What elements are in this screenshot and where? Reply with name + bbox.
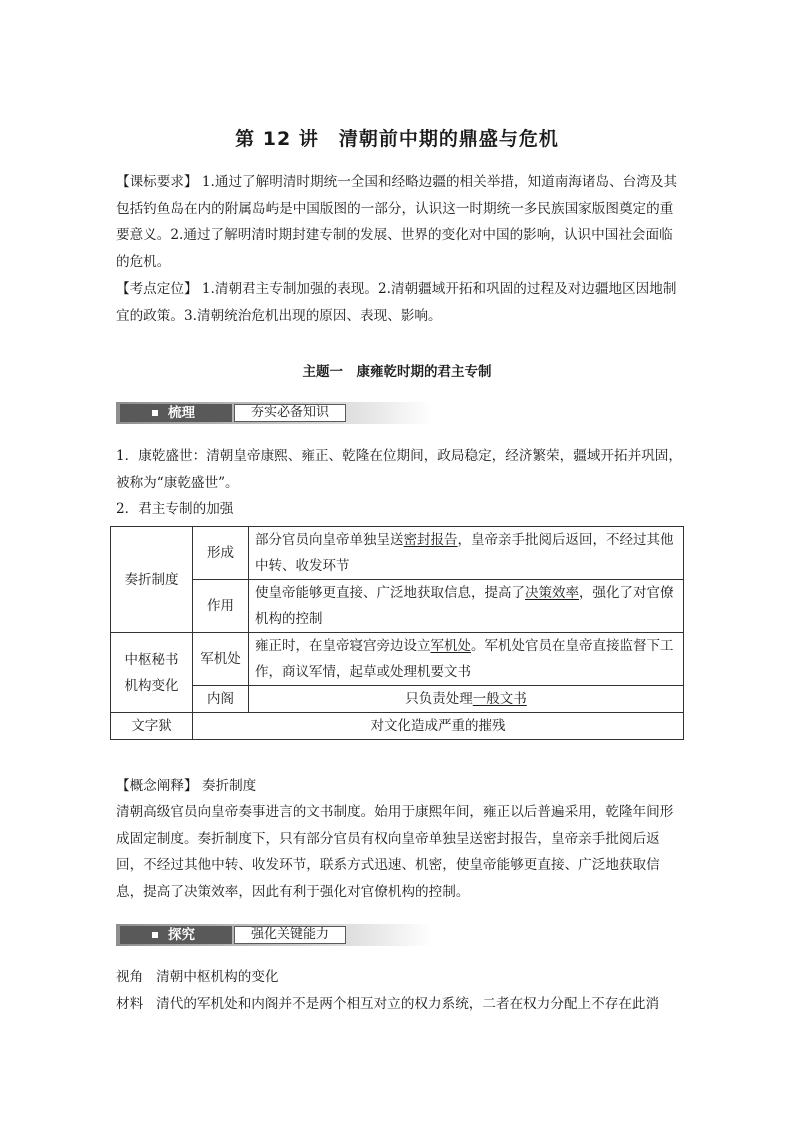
banner-sub-label: 强化关键能力 <box>234 926 346 944</box>
underlined-term: 一般文书 <box>472 691 527 707</box>
material-label: 材料 <box>116 996 144 1012</box>
requirements-text: 1.通过了解明清时期统一全国和经略边疆的相关举措，知道南海诸岛、台湾及其包括钓鱼岛在内的附属岛屿是中国版图的一部分，认识这一时期统一多民族国家版图奠定的重要意义。2.通过了解明清时期封建专制的发展、世界的变化对中国的影响，认识中国社会面临的危机。 <box>116 174 678 270</box>
table-row <box>111 580 684 633</box>
point-1: 1．康乾盛世：清朝皇帝康熙、雍正、乾隆在位期间，政局稳定，经济繁荣，疆域开拓并巩固，被称为“康乾盛世”。 <box>116 448 682 491</box>
banner-head-label: 探究 <box>168 927 195 943</box>
square-bullet-icon <box>152 410 158 416</box>
underlined-term: 密封报告 <box>403 532 458 548</box>
cell-role-desc: 使皇帝能够更直接、广泛地获取信息，提高了决策效率，强化了对官僚机构的控制 <box>249 580 684 633</box>
cell-council: 军机处 <box>193 633 249 686</box>
autocracy-table <box>110 526 684 740</box>
banner-sub-label: 夯实必备知识 <box>234 404 346 422</box>
concept-text: 清朝高级官员向皇帝奏事进言的文书制度。始用于康熙年间，雍正以后普遍采用，乾隆年间形成固定制度。奏折制度下，只有部分官员有权向皇帝单独呈送密封报告，皇帝亲手批阅后返回，不经过其他中转、收发环节，联系方式迅速、机密，使皇帝能够更直接、广泛地获取信息，提高了决策效率，因此有利于强化对官僚机构的控制。 <box>116 804 674 900</box>
requirements-paragraph <box>116 169 682 275</box>
focus-tag: 【考点定位】 <box>116 281 198 297</box>
underlined-term: 决策效率 <box>525 585 579 601</box>
concept-tag: 【概念阐释】 <box>116 778 198 794</box>
table-row <box>111 633 684 686</box>
cell-council-desc: 雍正时，在皇帝寝宫旁边设立军机处。军机处官员在皇帝直接监督下工作，商议军情，起草或处理机要文书 <box>249 633 684 686</box>
material-line <box>116 991 682 1018</box>
table-row <box>111 686 684 713</box>
cell-literary: 文字狱 <box>111 713 193 740</box>
cell-role: 作用 <box>193 580 249 633</box>
point-2: 2．君主专制的加强 <box>116 501 234 517</box>
cell-cabinet-desc: 只负责处理一般文书 <box>249 686 684 713</box>
cell-formation-desc: 部分官员向皇帝单独呈送密封报告，皇帝亲手批阅后返回，不经过其他中转、收发环节 <box>249 527 684 580</box>
perspective-line <box>116 964 682 991</box>
cell-memorial: 奏折制度 <box>111 527 193 633</box>
underlined-term: 军机处 <box>430 638 471 654</box>
banner-head-label: 梳理 <box>168 405 195 421</box>
topic-title: 主题一 康雍乾时期的君主专制 <box>302 364 492 380</box>
perspective-label: 视角 <box>116 969 144 985</box>
requirements-tag: 【课标要求】 <box>116 174 198 190</box>
focus-text: 1.清朝君主专制加强的表现。2.清朝疆域开拓和巩固的过程及对边疆地区因地制宜的政策。3.清朝统治危机出现的原因、表现、影响。 <box>116 281 677 324</box>
table-row <box>111 527 684 580</box>
table-row <box>111 713 684 740</box>
focus-paragraph <box>116 276 682 329</box>
section-banner-review <box>116 402 432 424</box>
concept-heading <box>116 773 682 800</box>
perspective-text: 清朝中枢机构的变化 <box>156 969 279 985</box>
banner-head <box>120 926 232 944</box>
page-title: 第 12 讲 清朝前中期的鼎盛与危机 <box>235 128 559 150</box>
concept-term: 奏折制度 <box>201 778 257 794</box>
section-banner-explore <box>116 924 432 946</box>
square-bullet-icon <box>152 932 158 938</box>
cell-formation: 形成 <box>193 527 249 580</box>
cell-central: 中枢秘书机构变化 <box>111 633 193 713</box>
cell-cabinet: 内阁 <box>193 686 249 713</box>
material-text: 清代的军机处和内阁并不是两个相互对立的权力系统，二者在权力分配上不存在此消 <box>156 996 660 1012</box>
cell-literary-desc: 对文化造成严重的摧残 <box>193 713 684 740</box>
banner-head <box>120 404 232 422</box>
